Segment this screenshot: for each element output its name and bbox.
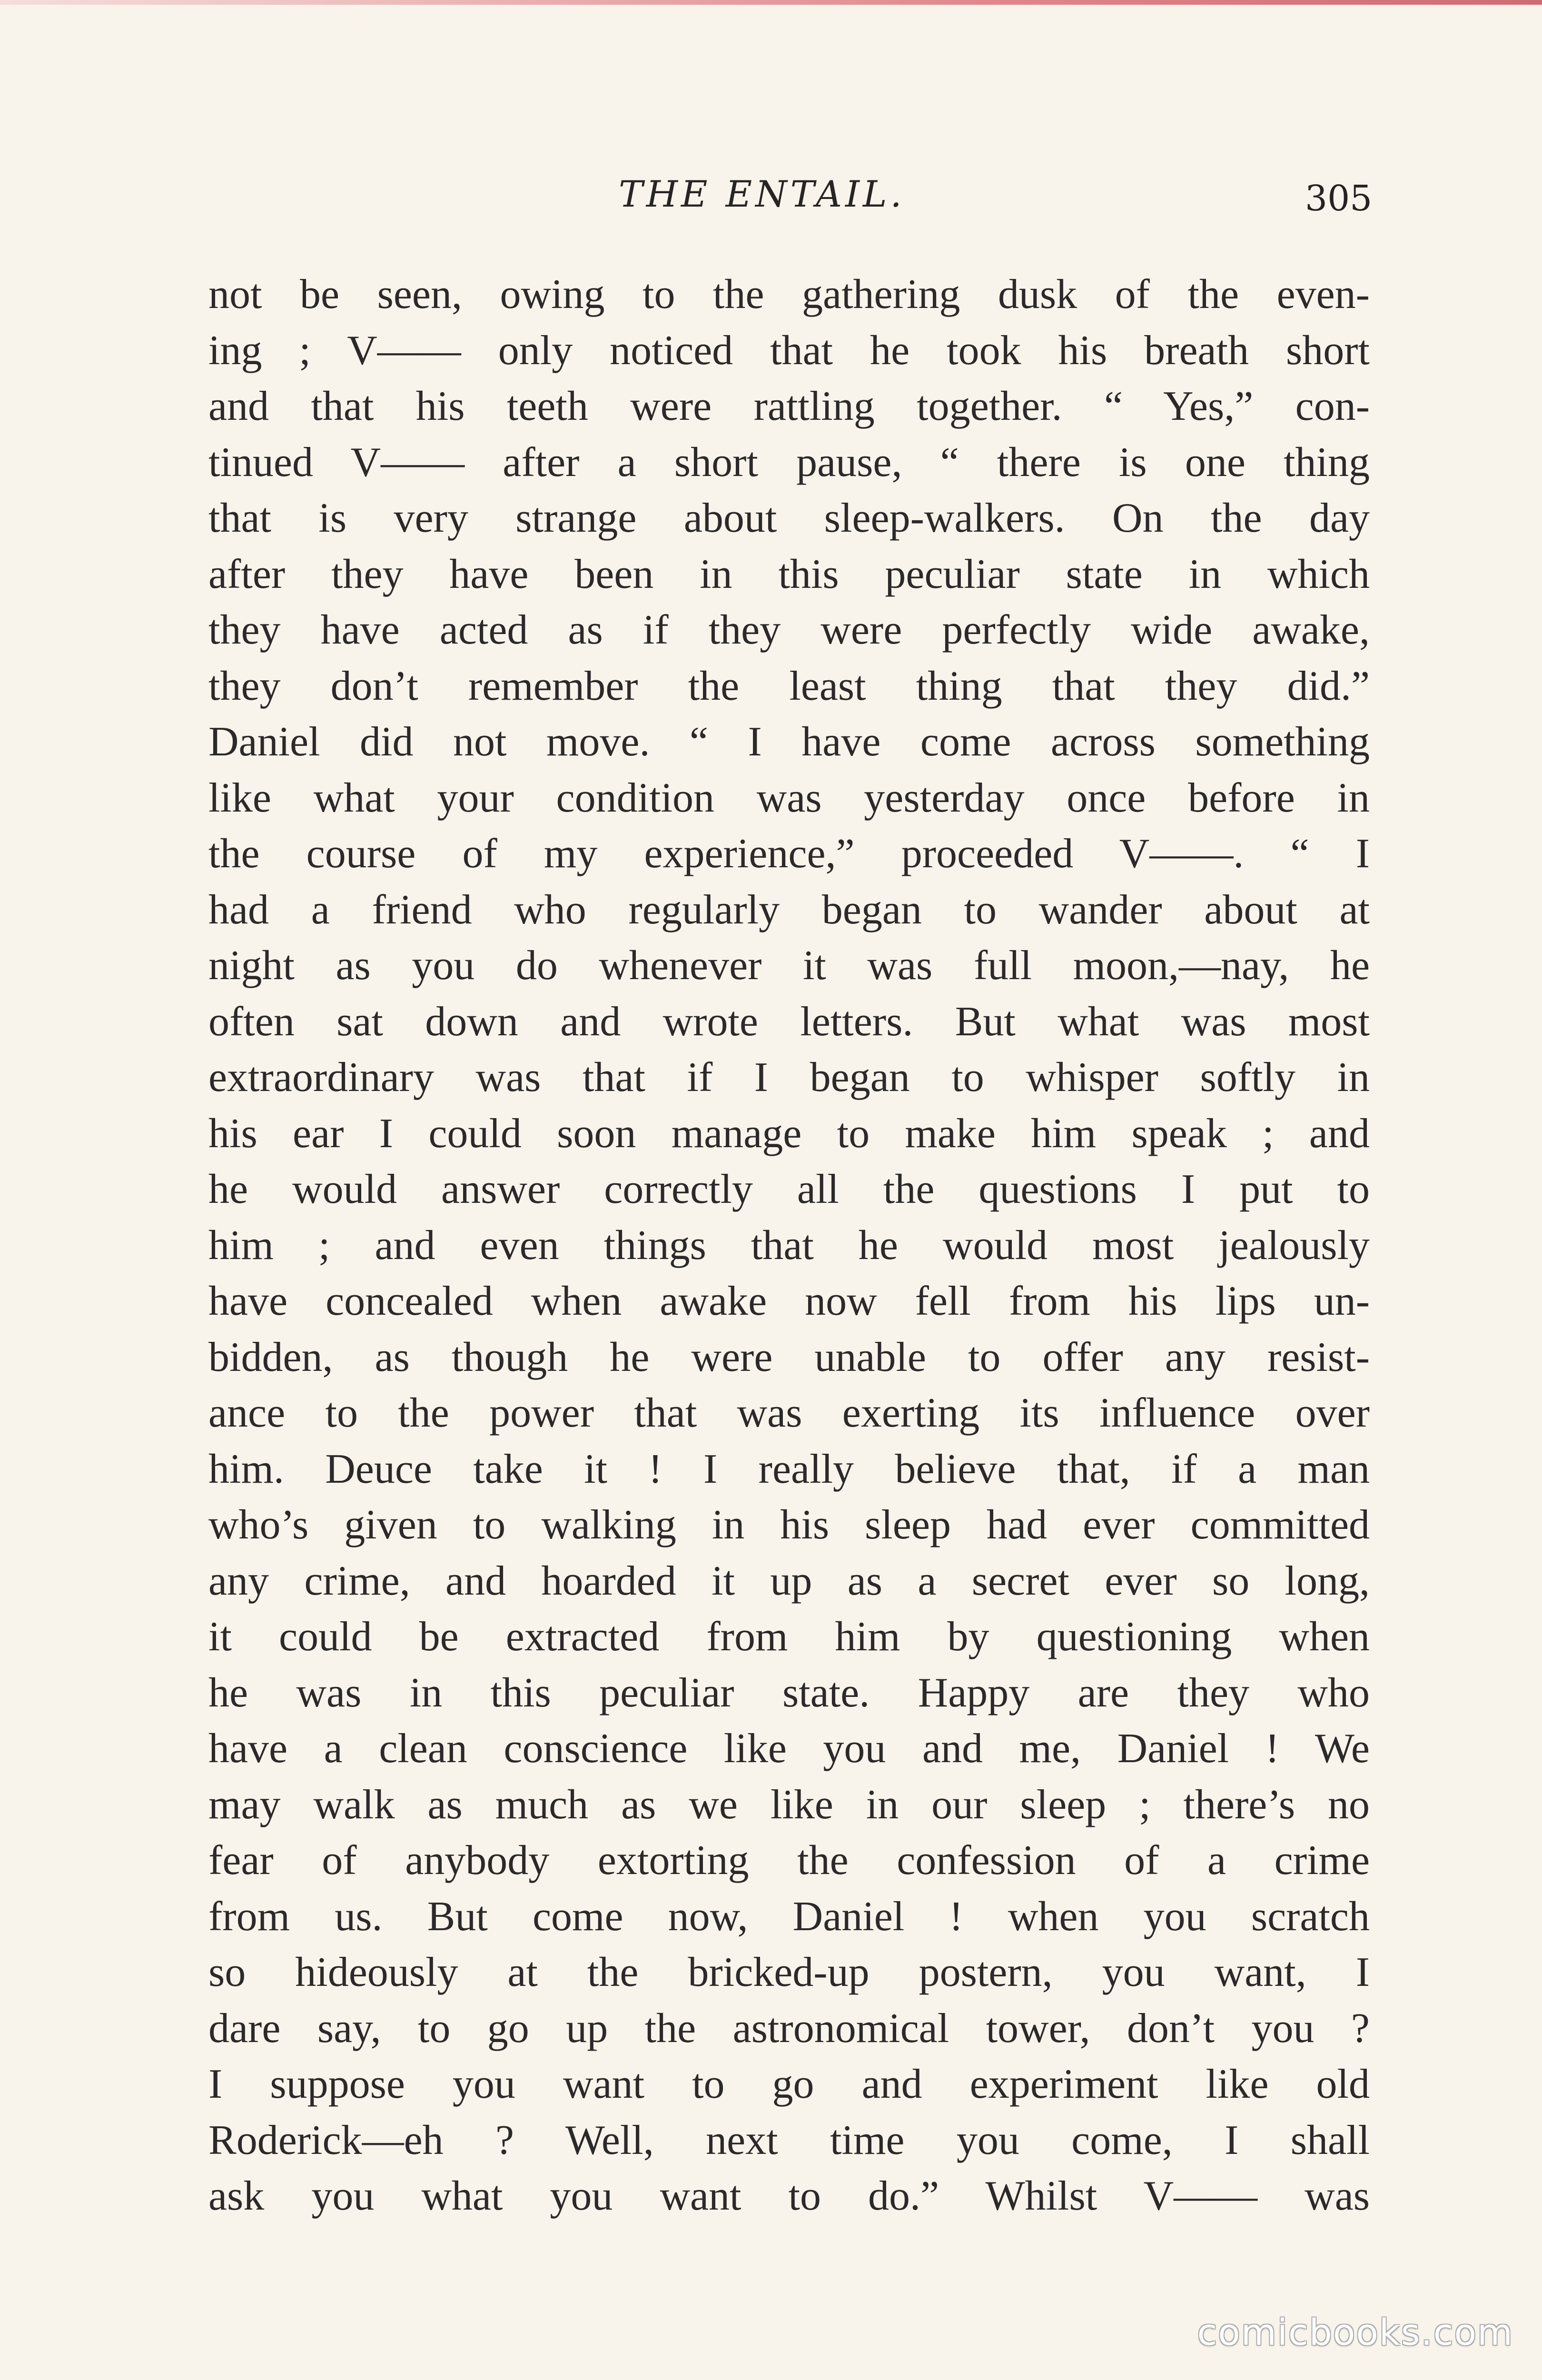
text-line: him. Deuce take it ! I really believe that, if a man [208, 1446, 1370, 1492]
text-line: had a friend who regularly began to wander about at [208, 886, 1370, 933]
text-line: often sat down and wrote letters. But what was most [208, 998, 1370, 1045]
site-watermark: comicbooks.com [1197, 2311, 1513, 2353]
text-line: may walk as much as we like in our sleep ; there’s no [208, 1781, 1370, 1828]
page-number: 305 [1305, 178, 1373, 219]
text-line: his ear I could soon manage to make him speak ; and [208, 1110, 1370, 1157]
text-line: it could be extracted from him by questioning when [208, 1614, 1370, 1660]
text-line: from us. But come now, Daniel ! when you scratch [208, 1893, 1370, 1940]
text-line: have concealed when awake now fell from his lips un- [208, 1278, 1370, 1324]
text-line: and that his teeth were rattling together. “ Yes,” con- [208, 383, 1370, 429]
page-top-edge [0, 0, 1542, 5]
text-line: I suppose you want to go and experiment like old [208, 2061, 1370, 2107]
text-line: ing ; V—— only noticed that he took his breath short [208, 327, 1370, 374]
text-line: like what your condition was yesterday once before in [208, 774, 1370, 821]
body-text-block [208, 267, 1370, 2224]
text-line: he would answer correctly all the questions I put to [208, 1166, 1370, 1212]
text-line: he was in this peculiar state. Happy are they who [208, 1669, 1370, 1716]
text-line: Roderick—eh ? Well, next time you come, I shall [208, 2117, 1370, 2163]
text-line: any crime, and hoarded it up as a secret ever so long, [208, 1557, 1370, 1604]
text-line: who’s given to walking in his sleep had ever committed [208, 1502, 1370, 1548]
text-line: ask you what you want to do.” Whilst V—— was [208, 2173, 1370, 2219]
text-line: they don’t remember the least thing that they did.” [208, 663, 1370, 709]
text-line: Daniel did not move. “ I have come across something [208, 719, 1370, 765]
text-line: dare say, to go up the astronomical tower, don’t you ? [208, 2005, 1370, 2052]
text-line: extraordinary was that if I began to whisper softly in [208, 1054, 1370, 1101]
text-line: they have acted as if they were perfectly wide awake, [208, 607, 1370, 653]
text-line: that is very strange about sleep-walkers. On the day [208, 495, 1370, 541]
text-line: fear of anybody extorting the confession of a crime [208, 1837, 1370, 1884]
running-title: THE ENTAIL. [619, 173, 905, 215]
text-line: have a clean conscience like you and me, Daniel ! We [208, 1726, 1370, 1772]
text-line: so hideously at the bricked-up postern, you want, I [208, 1949, 1370, 1995]
text-line: him ; and even things that he would most jealously [208, 1222, 1370, 1269]
text-line: ance to the power that was exerting its influence over [208, 1390, 1370, 1436]
text-line: tinued V—— after a short pause, “ there is one thing [208, 439, 1370, 486]
text-line: bidden, as though he were unable to offer any resist- [208, 1334, 1370, 1380]
text-line: not be seen, owing to the gathering dusk of the even- [208, 271, 1370, 317]
text-line: night as you do whenever it was full moon,—nay, he [208, 942, 1370, 989]
text-line: after they have been in this peculiar state in which [208, 551, 1370, 597]
text-line: the course of my experience,” proceeded V——. “ I [208, 831, 1370, 877]
